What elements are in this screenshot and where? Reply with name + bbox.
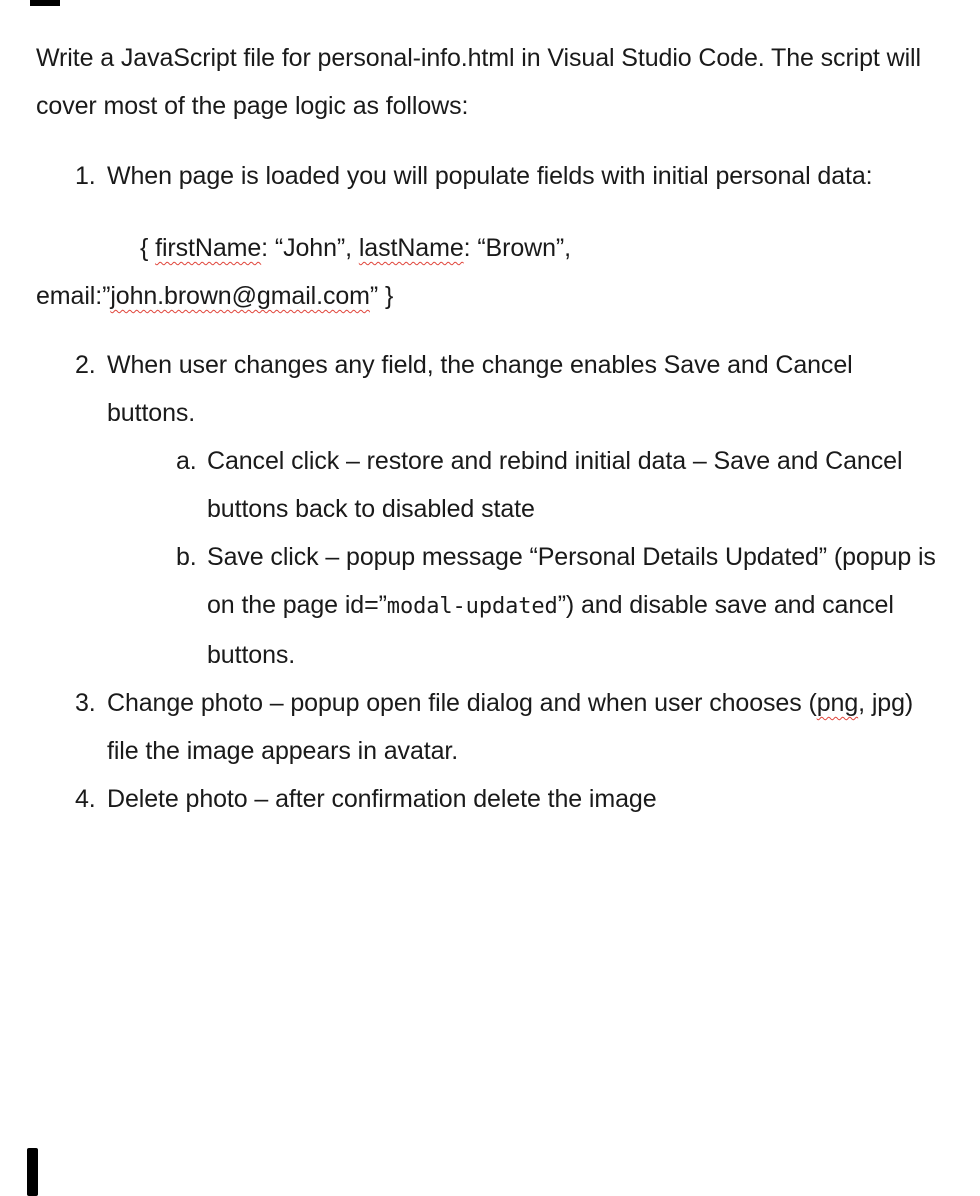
list-item-4 bbox=[75, 775, 940, 823]
intro-paragraph: Write a JavaScript file for personal-info.html in Visual Studio Code. The script will cover most of the page logic as follows: bbox=[36, 44, 921, 120]
code-firstname-key: firstName bbox=[155, 234, 262, 262]
list-item-1-number: 1. bbox=[75, 162, 96, 190]
list-item-4-number: 4. bbox=[75, 785, 96, 813]
code-brown-value: : “Brown”, bbox=[463, 234, 571, 262]
list-item-3-png: png bbox=[816, 689, 859, 717]
code-lastname-key: lastName bbox=[358, 234, 464, 262]
list-item-2a-letter: a. bbox=[176, 447, 197, 475]
list-item-3 bbox=[75, 679, 940, 775]
screen-artifact-bottom bbox=[27, 1148, 38, 1196]
list-item-2b bbox=[176, 533, 940, 679]
modal-updated-id: modal-updated bbox=[386, 594, 558, 619]
list-item-2 bbox=[75, 341, 940, 437]
code-john-value: : “John”, bbox=[261, 234, 359, 262]
list-item-2b-post: ”) and disable save and cancel buttons. bbox=[207, 591, 894, 669]
code-snippet-line-1 bbox=[36, 224, 940, 272]
code-close-brace: ” } bbox=[369, 282, 394, 310]
code-snippet bbox=[36, 224, 940, 320]
code-snippet-line-2 bbox=[36, 272, 940, 320]
list-item-4-text: Delete photo – after confirmation delete the image bbox=[107, 785, 657, 813]
list-item-2-number: 2. bbox=[75, 351, 96, 379]
list-item-3-number: 3. bbox=[75, 689, 96, 717]
list-item-2b-pre: Save click – popup message “Personal Details Updated” (popup is on the page id=” bbox=[207, 543, 936, 619]
code-email-value: john.brown@gmail.com bbox=[110, 282, 370, 310]
list-item-3-text bbox=[107, 679, 940, 775]
list-item-3-post: , jpg) file the image appears in avatar. bbox=[107, 689, 914, 765]
list-item-2a bbox=[176, 437, 940, 533]
list-item-2b-letter: b. bbox=[176, 543, 197, 571]
screen-artifact-top bbox=[30, 0, 60, 6]
code-email-prefix: email:” bbox=[36, 282, 111, 310]
list-item-2b-text bbox=[207, 533, 940, 679]
code-open-brace: { bbox=[140, 234, 156, 262]
list-item-3-pre: Change photo – popup open file dialog and when user chooses ( bbox=[107, 689, 817, 717]
list-item-1 bbox=[75, 152, 940, 200]
list-item-2a-text: Cancel click – restore and rebind initial data – Save and Cancel buttons back to disabled state bbox=[207, 447, 903, 523]
list-item-1-text: When page is loaded you will populate fields with initial personal data: bbox=[107, 162, 873, 190]
list-item-2-text: When user changes any field, the change enables Save and Cancel buttons. bbox=[107, 351, 853, 427]
